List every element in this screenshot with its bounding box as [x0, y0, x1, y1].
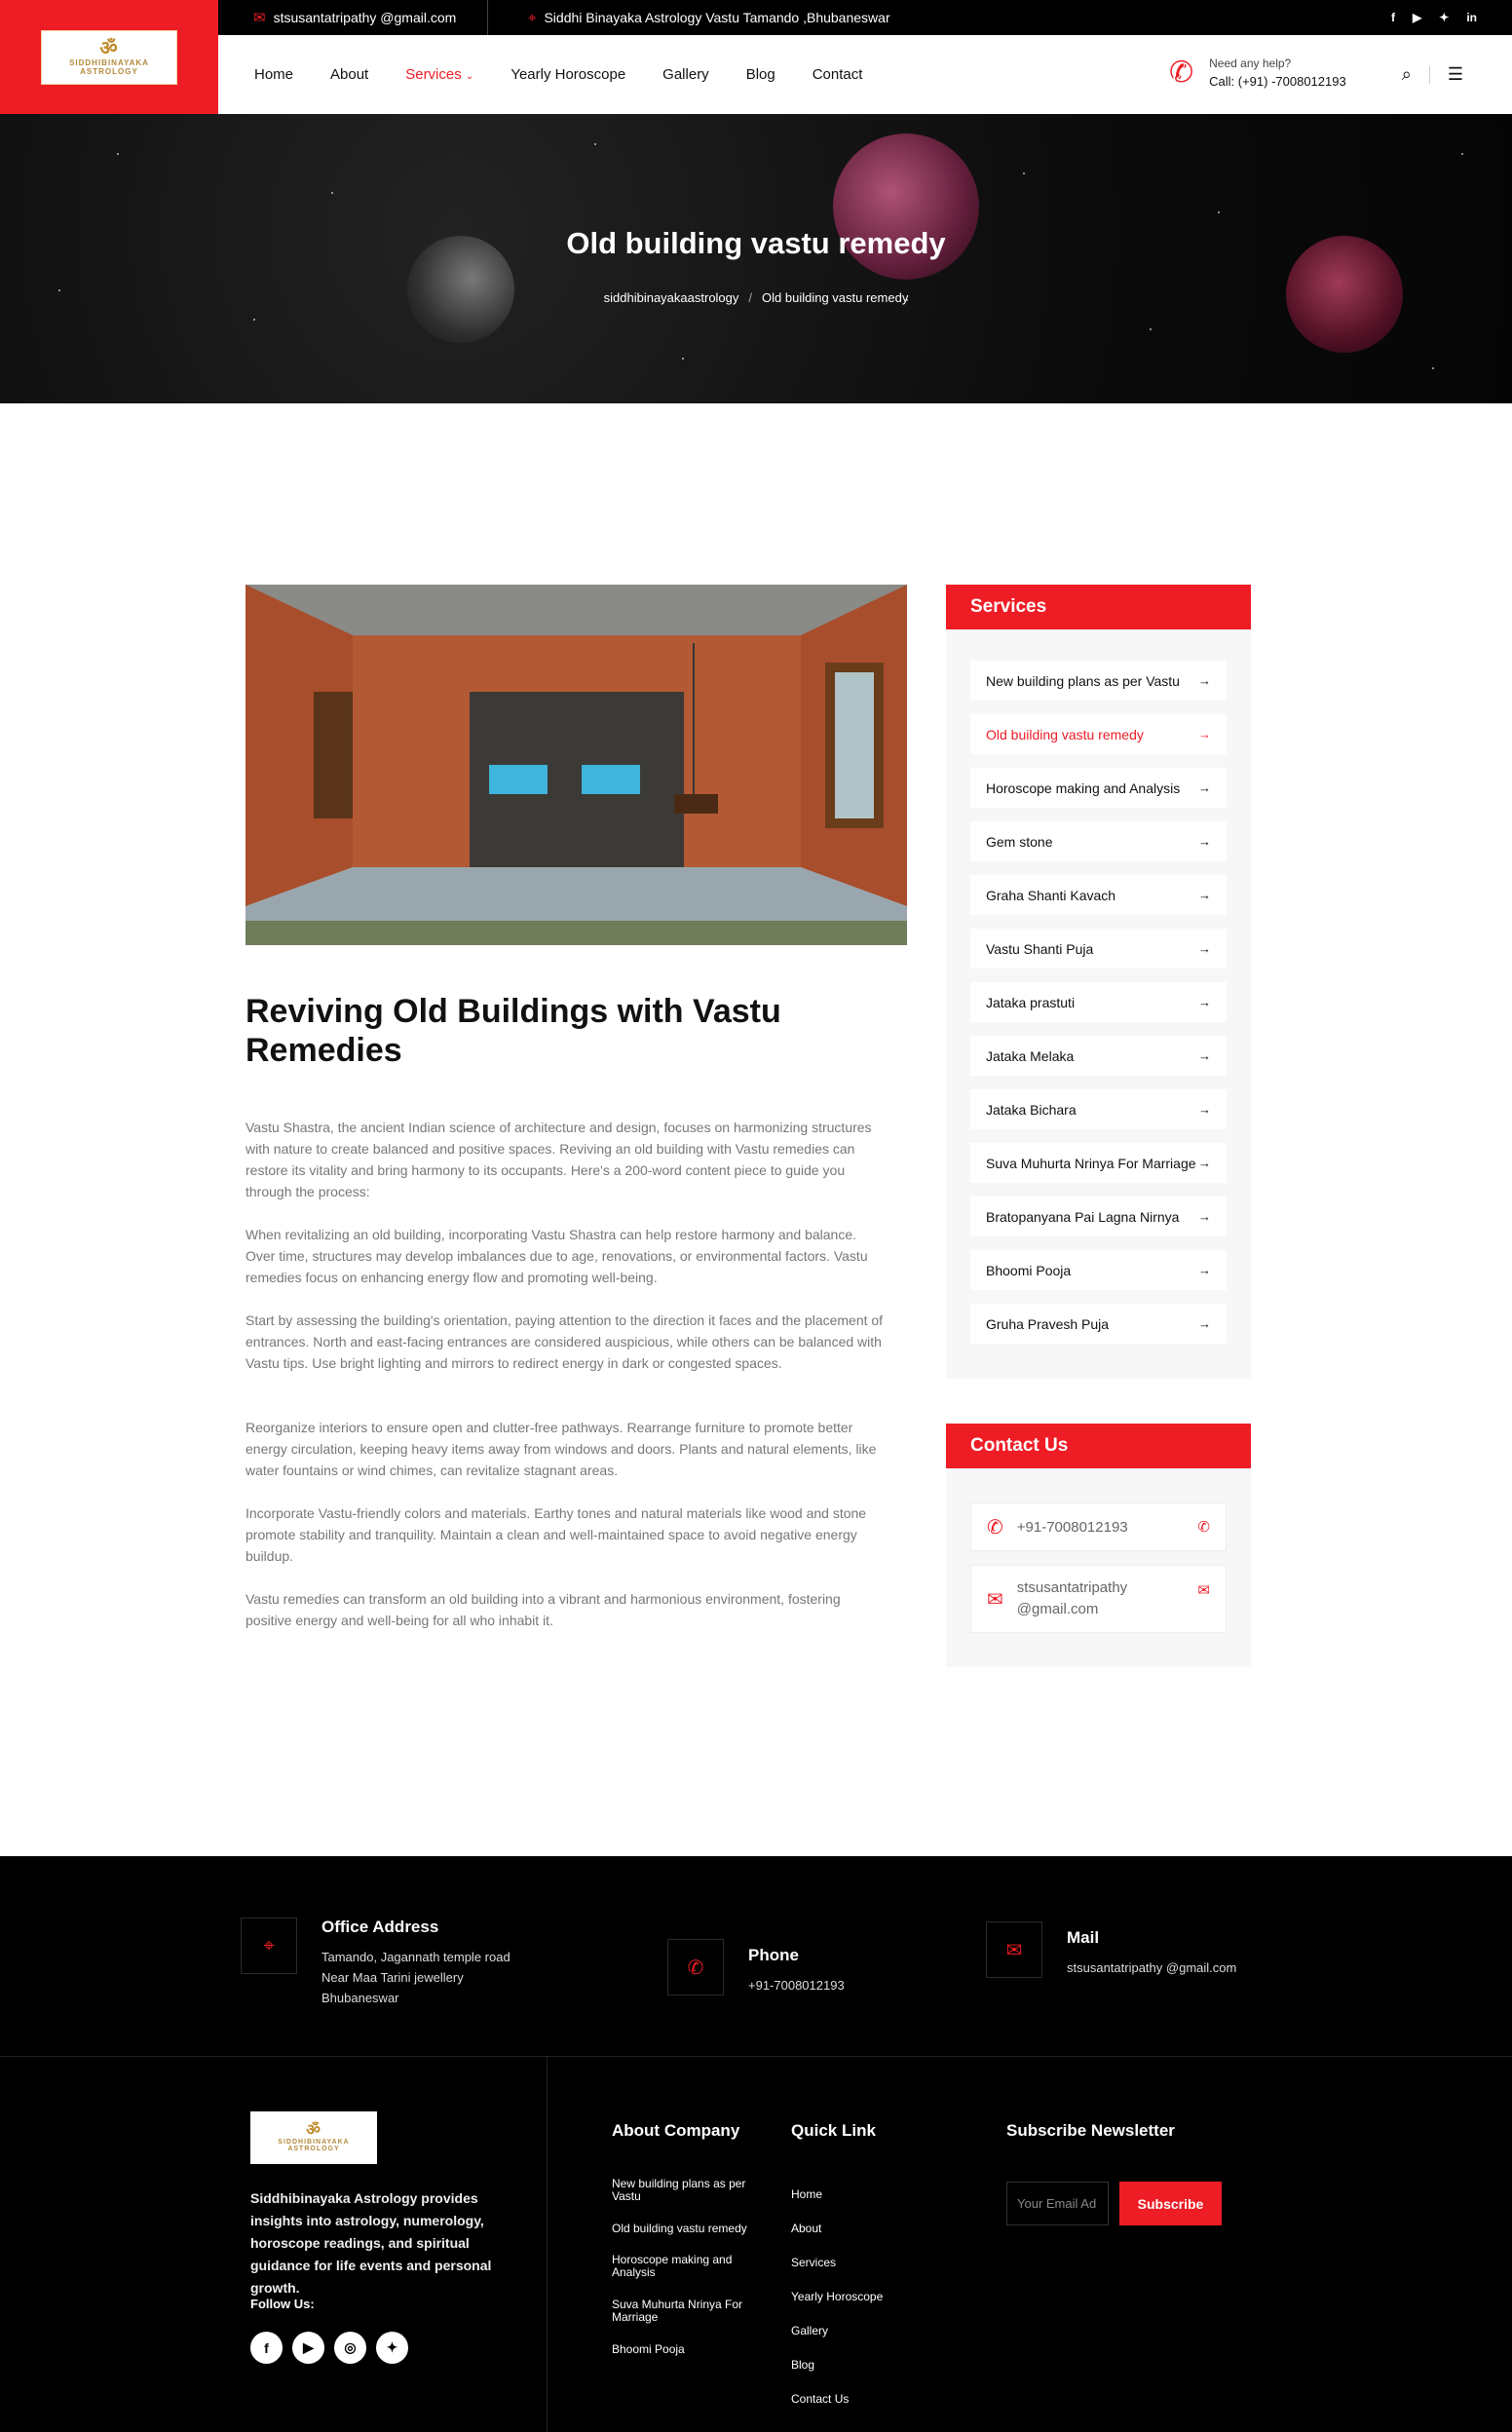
services-widget	[946, 585, 1251, 1379]
footer-link[interactable]: Suva Muhurta Nrinya For Marriage	[612, 2298, 743, 2324]
office-line: Near Maa Tarini jewellery	[321, 1970, 464, 1985]
phone-icon: ✆	[1169, 56, 1194, 89]
contact-phone-row[interactable]	[970, 1502, 1227, 1551]
service-item-label: Jataka Bichara	[986, 1101, 1077, 1118]
help-phone: Call: (+91) -7008012193	[1209, 74, 1346, 89]
footer-link[interactable]: Old building vastu remedy	[612, 2222, 747, 2235]
service-item-label: Bhoomi Pooja	[986, 1262, 1072, 1278]
footer-phone[interactable]	[667, 1939, 845, 1995]
ganesha-logo-icon: ॐ	[306, 2122, 321, 2139]
nav-icons	[1402, 35, 1463, 114]
footer-link[interactable]: Bhoomi Pooja	[612, 2342, 685, 2356]
article-paragraph: Reorganize interiors to ensure open and clutter-free pathways. Rearrange furniture to promote better energy circulation, keeping heavy items away from windows and doors. Plants and natural elements, like water fountains or wind chimes, can revitalize stagnant areas.	[246, 1420, 877, 1478]
logo-line2: ASTROLOGY	[80, 66, 138, 76]
article-paragraph: When revitalizing an old building, incorporating Vastu Shastra can help restore harmony and balance. Over time, structures may develop imbalances due to age, renovations, or environmental factors. Vastu remedies focus on enhancing energy flow and promoting well-being.	[246, 1227, 868, 1285]
subscribe-button[interactable]: Subscribe	[1119, 2182, 1222, 2225]
room-illustration	[246, 585, 907, 945]
arrow-right-icon: →	[1198, 1156, 1211, 1170]
article-image	[246, 585, 907, 945]
nav-services-label: Services	[405, 66, 462, 83]
services-list	[946, 629, 1251, 1344]
service-item-label: Suva Muhurta Nrinya For Marriage	[986, 1155, 1196, 1171]
contact-phone: +91-7008012193	[1016, 1518, 1128, 1536]
hero-banner	[0, 114, 1512, 403]
service-item-label: Horoscope making and Analysis	[986, 779, 1181, 796]
services-widget-title: Services	[946, 585, 1251, 629]
footer-link[interactable]: Blog	[791, 2358, 815, 2372]
arrow-right-icon: →	[1198, 888, 1211, 902]
topbar-email[interactable]	[253, 0, 456, 35]
footer-link[interactable]: Contact Us	[791, 2392, 850, 2406]
service-item[interactable]	[970, 768, 1227, 808]
service-item[interactable]	[970, 875, 1227, 915]
service-item-label: Graha Shanti Kavach	[986, 887, 1116, 903]
footer-link[interactable]: Gallery	[791, 2324, 829, 2337]
arrow-right-icon: →	[1198, 995, 1211, 1009]
service-item[interactable]	[970, 982, 1227, 1022]
page-title: Old building vastu remedy	[566, 226, 946, 260]
footer-mail-address: stsusantatripathy @gmail.com	[1067, 1960, 1237, 1975]
twitter-icon[interactable]: ✦	[1439, 11, 1450, 24]
nav-yearly-horoscope[interactable]: Yearly Horoscope	[510, 66, 626, 83]
arrow-right-icon: →	[1198, 673, 1211, 688]
service-item-label: Jataka prastuti	[986, 994, 1076, 1010]
footer-link[interactable]: New building plans as per Vastu	[612, 2177, 746, 2203]
service-item-label: Vastu Shanti Puja	[986, 940, 1094, 957]
twitter-icon[interactable]: ✦	[376, 2332, 408, 2364]
arrow-right-icon: →	[1198, 727, 1211, 741]
phone-call-icon: ✆	[1197, 1519, 1210, 1536]
footer-link[interactable]: About	[791, 2222, 822, 2235]
newsletter-email-input[interactable]: Your Email Ad	[1006, 2182, 1109, 2225]
footer-divider	[0, 2056, 1512, 2057]
nav-services[interactable]	[405, 66, 473, 83]
about-company-title: About Company	[612, 2121, 740, 2140]
footer-vertical-divider	[547, 2056, 548, 2432]
mail-open-icon: ✉	[1197, 1582, 1210, 1599]
service-item[interactable]	[970, 1304, 1227, 1344]
contact-email-line1: stsusantatripathy	[1016, 1579, 1128, 1596]
logo-line1: SIDDHIBINAYAKA	[69, 57, 149, 67]
arrow-right-icon: →	[1198, 941, 1211, 956]
service-item[interactable]	[970, 1197, 1227, 1236]
logo-container[interactable]	[0, 0, 218, 114]
topbar-email-text: stsusantatripathy @gmail.com	[273, 10, 457, 25]
service-item[interactable]	[970, 1143, 1227, 1183]
mail-icon: ✉	[253, 10, 266, 26]
contact-email-line2: @gmail.com	[1016, 1601, 1099, 1617]
phone-icon: ✆	[667, 1939, 724, 1995]
arrow-right-icon: →	[1198, 1048, 1211, 1063]
help-label: Need any help?	[1209, 57, 1292, 70]
office-line: Bhubaneswar	[321, 1991, 399, 2005]
quick-links	[791, 2178, 883, 2416]
footer-link[interactable]: Yearly Horoscope	[791, 2290, 884, 2303]
office-line: Tamando, Jagannath temple road	[321, 1950, 510, 1964]
nav-about[interactable]: About	[330, 66, 369, 83]
breadcrumb-home[interactable]: siddhibinayakaastrology	[603, 290, 739, 305]
office-title: Office Address	[321, 1918, 439, 1936]
footer-link[interactable]: Home	[791, 2187, 823, 2201]
footer-logo-line2: ASTROLOGY	[287, 2146, 340, 2152]
service-item[interactable]	[970, 821, 1227, 861]
nav-divider	[1429, 66, 1430, 84]
location-icon: ⌖	[528, 9, 537, 26]
quick-link-title: Quick Link	[791, 2121, 876, 2140]
linkedin-icon[interactable]: in	[1466, 11, 1477, 24]
contact-widget-title: Contact Us	[946, 1424, 1251, 1468]
service-item[interactable]	[970, 1089, 1227, 1129]
footer-mail[interactable]	[986, 1921, 1236, 1978]
logo	[41, 30, 177, 85]
footer-logo[interactable]	[250, 2111, 377, 2164]
youtube-icon[interactable]: ▶	[292, 2332, 324, 2364]
footer	[0, 1856, 1512, 2432]
top-bar	[0, 0, 1512, 35]
mail-title: Mail	[1067, 1928, 1100, 1947]
service-item-label: New building plans as per Vastu	[986, 672, 1180, 689]
topbar-divider	[487, 0, 488, 35]
nav-contact[interactable]: Contact	[812, 66, 863, 83]
footer-social	[250, 2332, 408, 2364]
service-item[interactable]	[970, 929, 1227, 969]
chevron-down-icon: ⌄	[465, 71, 474, 82]
arrow-right-icon: →	[1198, 780, 1211, 795]
footer-phone-number: +91-7008012193	[748, 1978, 845, 1993]
breadcrumb	[0, 290, 1512, 305]
contact-widget	[946, 1424, 1251, 1667]
mail-icon: ✉	[986, 1921, 1042, 1978]
nav-home[interactable]: Home	[254, 66, 294, 83]
service-item[interactable]	[970, 1036, 1227, 1076]
newsletter-title: Subscribe Newsletter	[1006, 2121, 1175, 2140]
footer-about-text: Siddhibinayaka Astrology provides insights into astrology, numerology, horoscope readings, and spiritual guidance for life events and personal growth.	[250, 2190, 492, 2296]
footer-link[interactable]: Services	[791, 2256, 837, 2269]
footer-office	[241, 1918, 510, 2008]
service-item-label: Bratopanyana Pai Lagna Nirnya	[986, 1208, 1180, 1225]
article-paragraph: Vastu Shastra, the ancient Indian science of architecture and design, focuses on harmonizing structures with nature to create balanced and positive spaces. Reviving an old building with Vastu remedies can restore its vitality and bring harmony to its occupants. Here's a 200-word content piece to guide you through the process:	[246, 1120, 872, 1199]
footer-link[interactable]: Horoscope making and Analysis	[612, 2253, 733, 2279]
arrow-right-icon: →	[1198, 1316, 1211, 1331]
mail-icon: ✉	[987, 1588, 1003, 1611]
service-item-label: Jataka Melaka	[986, 1047, 1075, 1064]
nav-gallery[interactable]: Gallery	[662, 66, 709, 83]
breadcrumb-current: Old building vastu remedy	[762, 290, 909, 305]
footer-logo-line1: SIDDHIBINAYAKA	[278, 2139, 350, 2146]
service-item[interactable]	[970, 661, 1227, 701]
main-nav	[0, 35, 1512, 114]
contact-email-row[interactable]	[970, 1565, 1227, 1633]
breadcrumb-separator: /	[748, 290, 753, 305]
service-item-label: Old building vastu remedy	[986, 726, 1144, 742]
topbar-address	[528, 0, 890, 35]
arrow-right-icon: →	[1198, 1263, 1211, 1277]
follow-label: Follow Us:	[250, 2297, 315, 2311]
arrow-right-icon: →	[1198, 834, 1211, 849]
search-icon[interactable]: ⌕	[1401, 64, 1412, 84]
facebook-icon[interactable]: f	[250, 2332, 283, 2364]
youtube-icon[interactable]: ▶	[1413, 11, 1422, 24]
service-item-label: Gem stone	[986, 833, 1053, 850]
service-item-label: Gruha Pravesh Puja	[986, 1315, 1110, 1332]
article-heading: Reviving Old Buildings with Vastu Remedies	[246, 993, 781, 1069]
menu-icon[interactable]: ☰	[1447, 64, 1463, 84]
arrow-right-icon: →	[1198, 1209, 1211, 1224]
phone-icon: ✆	[987, 1516, 1003, 1539]
phone-title: Phone	[748, 1946, 799, 1964]
article-paragraph: Vastu remedies can transform an old building into a vibrant and harmonious environment, fostering positive energy and well-being for all who inhabit it.	[246, 1591, 841, 1628]
nav-menu	[254, 35, 899, 114]
topbar-social	[1391, 0, 1477, 35]
facebook-icon[interactable]: f	[1391, 11, 1396, 24]
ganesha-logo-icon: ॐ	[99, 37, 119, 59]
service-item[interactable]	[970, 1250, 1227, 1290]
arrow-right-icon: →	[1198, 1102, 1211, 1117]
location-icon: ⌖	[241, 1918, 297, 1974]
help-contact[interactable]	[1169, 57, 1346, 89]
topbar-address-text: Siddhi Binayaka Astrology Vastu Tamando ,Bhubaneswar	[544, 10, 890, 25]
article-paragraph: Start by assessing the building's orientation, paying attention to the direction it faces and the placement of entrances. North and east-facing entrances are considered auspicious, while others can be balanced with Vastu tips. Use bright lighting and mirrors to redirect energy in dark or congested spaces.	[246, 1312, 884, 1371]
about-company-links	[612, 2178, 758, 2363]
service-item-active[interactable]	[970, 714, 1227, 754]
nav-blog[interactable]: Blog	[745, 66, 775, 83]
article-paragraph: Incorporate Vastu-friendly colors and materials. Earthy tones and natural materials like wood and stone promote stability and tranquility. Maintain a clean and well-maintained space to avoid negative energy buildup.	[246, 1505, 867, 1564]
instagram-icon[interactable]: ◎	[334, 2332, 366, 2364]
